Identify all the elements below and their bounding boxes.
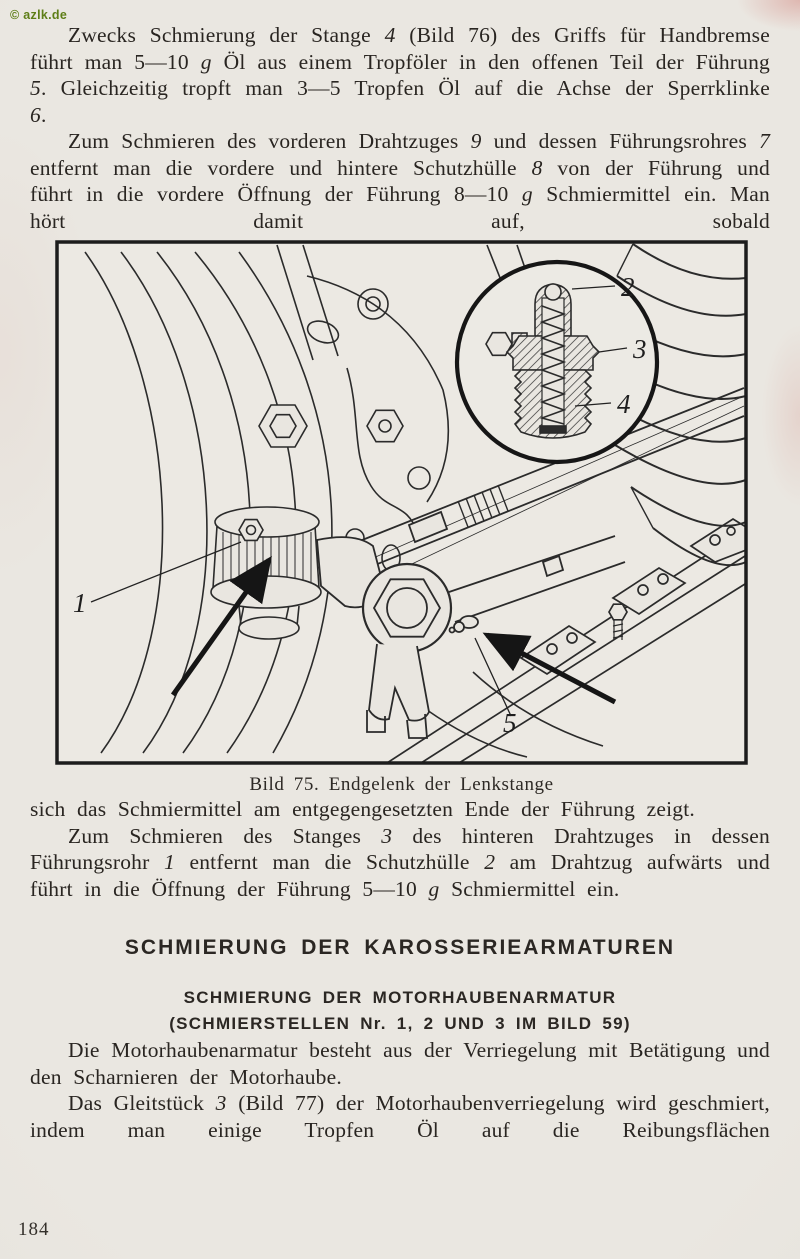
frame-rail [387,519,746,763]
callout-1-label: 1 [73,588,87,618]
paragraph-hood-fittings: Die Motorhaubenarmatur besteht aus der Verriegelung mit Betätigung und den Scharnieren der Motorhaube. [30,1038,770,1089]
section-heading: SCHMIERUNG DER KAROSSERIEARMATUREN [124,936,676,959]
figure-drawing-frame [55,240,748,765]
callout-2-label: 2 [621,272,635,302]
paragraph-front-cable-lubrication: Zum Schmieren des vorderen Drahtzuges 9 und dessen Führungsrohres 7 entfernt man die vordere und hintere Schutzhülle 8 von der Führung und führt in die vordere Öffnung der Führung 8—10 g Schmiermittel ein. Man hört damit auf, sobald [30,129,771,233]
page-number: 184 [18,1219,50,1240]
paragraph-continuation: sich das Schmiermittel am entgegengesetzten Ende der Führung zeigt. [30,797,696,821]
subsection-heading-line2: (SCHMIERSTELLEN Nr. 1, 2 UND 3 IM BILD 59) [169,1014,631,1033]
paragraph-hood-slider: Das Gleitstück 3 (Bild 77) der Motorhaubenverriegelung wird geschmiert, indem man einige Tropfen Öl auf die Reibungsflächen [30,1091,771,1142]
tie-rod-end-drawing [55,240,748,765]
callout-5-label: 5 [503,708,517,738]
paragraph-rear-cable-lubrication: Zum Schmieren des Stanges 3 des hinteren Drahtzuges in dessen Führungsrohr 1 entfernt man die Schutzhülle 2 am Drahtzug aufwärts und führt in die Öffnung der Führung 5—10 g Schmiermittel ein. [30,823,770,901]
subsection-heading-line1: SCHMIERUNG DER MOTORHAUBENARMATUR [183,988,617,1007]
figure-bild-75 [55,240,748,796]
callout-4-label: 4 [617,389,631,419]
grease-fitting-inset [457,262,657,462]
watermark: © azlk.de [10,8,68,22]
subsection-heading [30,985,770,1037]
callout-3-label: 3 [633,334,647,364]
figure-caption: Bild 75. Endgelenk der Lenkstange [249,774,554,795]
paragraph-handbrake-lubrication: Zwecks Schmierung der Stange 4 (Bild 76) des Griffs für Handbremse führt man 5—10 g Öl aus einem Tropföler in den offenen Teil der Führung 5. Gleichzeitig tropft man 3—5 Tropfen Öl auf die Achse der Sperrklinke 6. [30,23,770,127]
